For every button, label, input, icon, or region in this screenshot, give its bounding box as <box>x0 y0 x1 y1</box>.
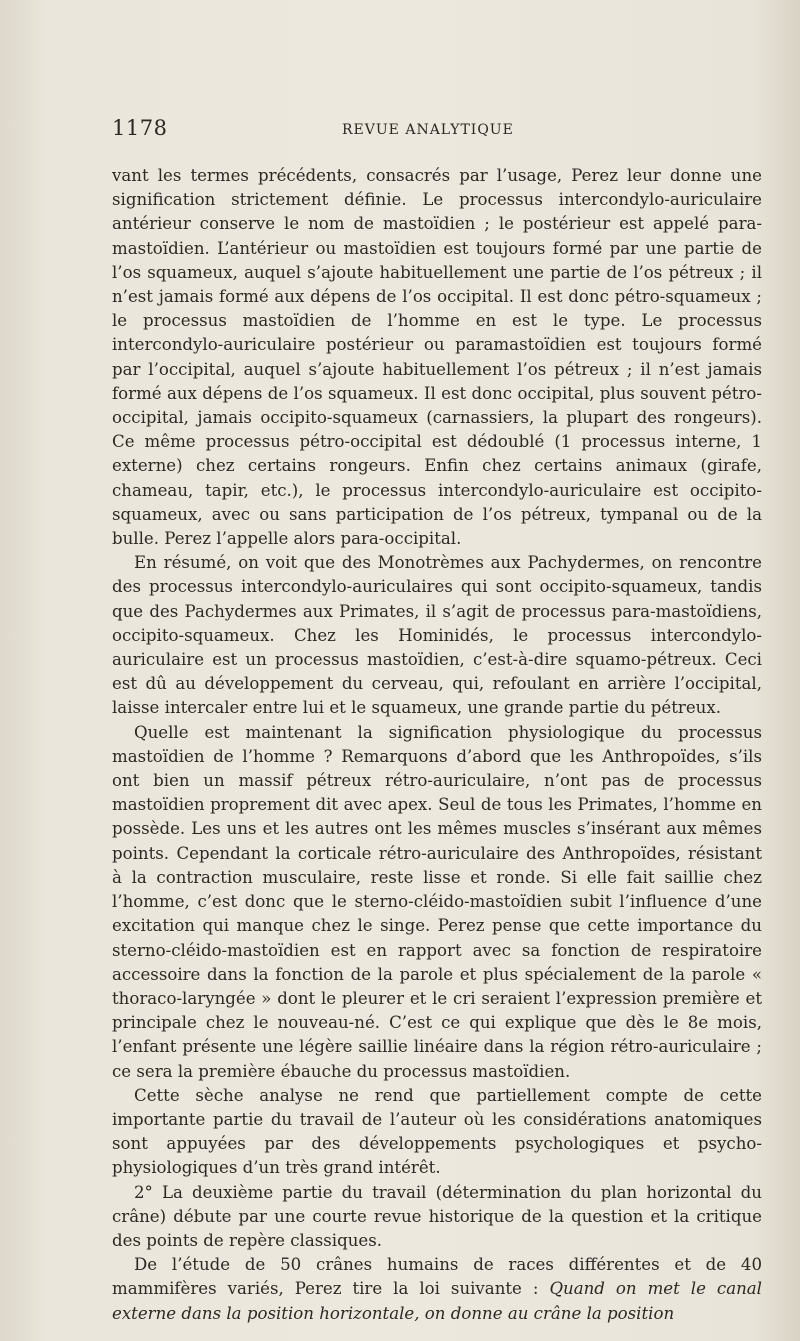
paragraph-6 <box>112 1253 762 1326</box>
paragraph-6-text: De l’étude de 50 crânes humains de races différentes et de 40 mammifères variés, Perez tire la loi suivante : <box>112 1255 762 1299</box>
paragraph-4: Cette sèche analyse ne rend que partiellement compte de cette importante partie du travail de l’auteur où les considérations anatomiques sont appuyées par des développements psychologiques et psycho-physiologiques d’un très grand intérêt. <box>112 1085 762 1178</box>
paragraph-1: vant les termes précédents, consacrés par l’usage, Perez leur donne une signification strictement définie. Le processus intercondylo-auriculaire antérieur conserve le nom de mastoïdien ; le postérieur est appelé para-mastoïdien. L’antérieur ou mastoïdien est toujours formé par une partie de l’os squameux, auquel s’ajoute habituellement une partie de l’os pétreux ; il n’est jamais formé aux dépens de l’os occipital. Il est donc pétro-squameux ; le processus mastoïdien de l’homme en est le type. Le processus intercondylo-auriculaire postérieur ou paramastoïdien est toujours formé par l’occipital, auquel s’ajoute habituellement l’os pétreux ; il n’est jamais formé aux dépens de l’os squameux. Il est donc occipital, plus souvent pétro-occipital, jamais occipito-squameux (carnassiers, la plupart des rongeurs). Ce même processus pétro-occipital est dédoublé (1 processus interne, 1 externe) chez certains rongeurs. Enfin chez certains animaux (girafe, chameau, tapir, etc.), le processus intercondylo-auriculaire est occipito-squameux, avec ou sans participation de l’os pétreux, tympanal ou de la bulle. Perez l’appelle alors para-occipital. <box>112 166 762 549</box>
paragraph-3: Quelle est maintenant la signification physiologique du processus mastoïdien de l’homme ? Remarquons d’abord que les Anthropoïdes, s’ils ont bien un massif pétreux rétro-auriculaire, n’ont pas de processus mastoïdien proprement dit avec apex. Seul de tous les Primates, l’homme en possède. Les uns et les autres ont les mêmes muscles s’insérant aux mêmes points. Cependant la corticale rétro-auriculaire des Anthropoïdes, résistant à la contraction musculaire, reste lisse et ronde. Si elle fait saillie chez l’homme, c’est donc que le sterno-cléido-mastoïdien subit l’influence d’une excitation qui manque chez le singe. Perez pense que cette importance du sterno-cléido-mastoïdien est en rapport avec sa fonction de respiratoire accessoire dans la fonction de la parole et plus spécialement de la parole « thoraco-laryngée » dont le pleurer et le cri seraient l’expression première et principale chez le nouveau-né. C’est ce qui explique que dès le 8e mois, l’enfant présente une légère saillie linéaire dans la région rétro-auriculaire ; ce sera la première ébauche du processus mastoïdien. <box>112 722 762 1081</box>
page-number: 1178 <box>112 116 168 140</box>
paragraph-2: En résumé, on voit que des Monotrèmes aux Pachydermes, on rencontre des processus intercondylo-auriculaires qui sont occipito-squameux, tandis que des Pachydermes aux Primates, il s’agit de processus para-mastoïdiens, occipito-squameux. Chez les Hominidés, le processus intercondylo-auriculaire est un processus mastoïdien, c’est-à-dire squamo-pétreux. Ceci est dû au développement du cerveau, qui, refoulant en arrière l’occipital, laisse intercaler entre lui et le squameux, une grande partie du pétreux. <box>112 553 762 718</box>
page-header <box>112 116 760 150</box>
paragraph-5: 2° La deuxième partie du travail (détermination du plan horizontal du crâne) débute par une courte revue historique de la question et la critique des points de repère classiques. <box>112 1182 762 1250</box>
body-text <box>112 164 762 1326</box>
running-title: REVUE ANALYTIQUE <box>342 122 514 138</box>
paragraph-6-emphasis: Quand on met le canal externe dans la position horizontale, on donne au crâne la position <box>112 1279 762 1323</box>
